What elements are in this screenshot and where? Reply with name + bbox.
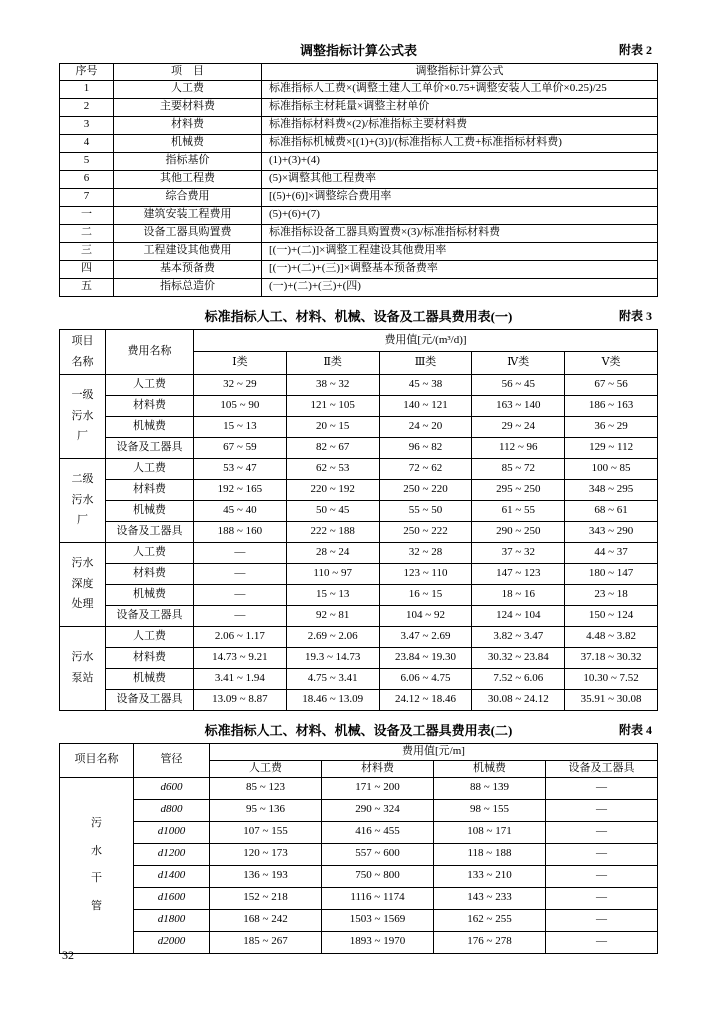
project-group-label: 污水泵站 — [71, 651, 94, 685]
project-group-cell — [60, 542, 106, 626]
value-cell: 150 ~ 124 — [565, 605, 658, 626]
table-row — [60, 80, 658, 98]
project-group-cell — [60, 626, 106, 710]
seq-cell: 6 — [60, 170, 114, 188]
value-cell: 110 ~ 97 — [286, 563, 379, 584]
table-row — [60, 931, 658, 953]
table-row — [60, 542, 658, 563]
value-cell: 32 ~ 29 — [194, 374, 287, 395]
item-cell: 材料费 — [114, 116, 262, 134]
value-cell: 28 ~ 24 — [286, 542, 379, 563]
table-row — [60, 395, 658, 416]
fee-name-cell: 设备及工器具 — [106, 521, 194, 542]
col-class-3: Ⅲ类 — [379, 352, 472, 374]
value-cell: 20 ~ 15 — [286, 416, 379, 437]
table-row — [60, 416, 658, 437]
value-cell: 220 ~ 192 — [286, 479, 379, 500]
table-row — [60, 98, 658, 116]
project-group-cell — [60, 374, 106, 458]
value-cell: 3.47 ~ 2.69 — [379, 626, 472, 647]
value-cell: 6.06 ~ 4.75 — [379, 668, 472, 689]
table-row — [60, 689, 658, 710]
value-cell: 88 ~ 139 — [434, 777, 546, 799]
value-cell: 290 ~ 324 — [322, 799, 434, 821]
diameter-cell: d1200 — [134, 843, 210, 865]
value-cell: 1116 ~ 1174 — [322, 887, 434, 909]
col-class-5: Ⅴ类 — [565, 352, 658, 374]
value-cell: 13.09 ~ 8.87 — [194, 689, 287, 710]
seq-cell: 四 — [60, 260, 114, 278]
formula-table-header-row — [60, 64, 658, 81]
table-row — [60, 260, 658, 278]
value-cell: 123 ~ 110 — [379, 563, 472, 584]
table-row — [60, 563, 658, 584]
table1-annex-label: 附表 2 — [618, 43, 652, 57]
project-group-label: 二级污水厂 — [71, 472, 94, 527]
item-cell: 指标基价 — [114, 152, 262, 170]
seq-cell: 7 — [60, 188, 114, 206]
value-cell: 143 ~ 233 — [434, 887, 546, 909]
value-cell: 45 ~ 40 — [194, 500, 287, 521]
seq-cell: 一 — [60, 206, 114, 224]
fee-name-cell: 设备及工器具 — [106, 605, 194, 626]
value-cell: 108 ~ 171 — [434, 821, 546, 843]
cost2-header-row-1 — [60, 743, 658, 760]
table-row — [60, 134, 658, 152]
fee-name-cell: 人工费 — [106, 458, 194, 479]
table-row — [60, 188, 658, 206]
value-cell: 53 ~ 47 — [194, 458, 287, 479]
value-cell: 7.52 ~ 6.06 — [472, 668, 565, 689]
value-cell: 750 ~ 800 — [322, 865, 434, 887]
table2-annex-label: 附表 3 — [618, 308, 652, 323]
table-row — [60, 242, 658, 260]
value-cell: 118 ~ 188 — [434, 843, 546, 865]
value-cell: — — [546, 931, 658, 953]
diameter-cell: d1800 — [134, 909, 210, 931]
col-material-fee: 材料费 — [322, 760, 434, 777]
value-cell: 55 ~ 50 — [379, 500, 472, 521]
col-item: 项 目 — [114, 64, 262, 81]
value-cell: 92 ~ 81 — [286, 605, 379, 626]
value-cell: 222 ~ 188 — [286, 521, 379, 542]
value-cell: 98 ~ 155 — [434, 799, 546, 821]
table-row — [60, 458, 658, 479]
value-cell: 140 ~ 121 — [379, 395, 472, 416]
value-cell: — — [194, 563, 287, 584]
value-cell: 24.12 ~ 18.46 — [379, 689, 472, 710]
value-cell: 82 ~ 67 — [286, 437, 379, 458]
table1-caption — [59, 42, 658, 59]
value-cell: 37 ~ 32 — [472, 542, 565, 563]
diameter-cell: d1600 — [134, 887, 210, 909]
value-cell: 45 ~ 38 — [379, 374, 472, 395]
diameter-cell: d1400 — [134, 865, 210, 887]
value-cell: 29 ~ 24 — [472, 416, 565, 437]
value-cell: 18 ~ 16 — [472, 584, 565, 605]
formula-cell: (5)+(6)+(7) — [262, 206, 658, 224]
fee-name-cell: 设备及工器具 — [106, 437, 194, 458]
value-cell: 16 ~ 15 — [379, 584, 472, 605]
value-cell: 56 ~ 45 — [472, 374, 565, 395]
formula-cell: [(一)+(二)+(三)]×调整基本预备费率 — [262, 260, 658, 278]
formula-cell: 标准指标设备工器具购置费×(3)/标准指标材料费 — [262, 224, 658, 242]
fee-name-cell: 人工费 — [106, 374, 194, 395]
value-cell: 15 ~ 13 — [194, 416, 287, 437]
value-cell: 2.69 ~ 2.06 — [286, 626, 379, 647]
seq-cell: 三 — [60, 242, 114, 260]
value-cell: — — [546, 865, 658, 887]
value-cell: 19.3 ~ 14.73 — [286, 647, 379, 668]
value-cell: 171 ~ 200 — [322, 777, 434, 799]
value-cell: 176 ~ 278 — [434, 931, 546, 953]
col-formula: 调整指标计算公式 — [262, 64, 658, 81]
fee-name-cell: 设备及工器具 — [106, 689, 194, 710]
cost-table-one — [59, 329, 658, 711]
value-cell: 152 ~ 218 — [210, 887, 322, 909]
value-cell: 67 ~ 59 — [194, 437, 287, 458]
table-row — [60, 605, 658, 626]
project-group-label: 一级污水厂 — [71, 388, 94, 443]
value-cell: 23 ~ 18 — [565, 584, 658, 605]
formula-cell: [(5)+(6)]×调整综合费用率 — [262, 188, 658, 206]
value-cell: 30.08 ~ 24.12 — [472, 689, 565, 710]
diameter-cell: d1000 — [134, 821, 210, 843]
value-cell: 85 ~ 72 — [472, 458, 565, 479]
value-cell: 2.06 ~ 1.17 — [194, 626, 287, 647]
value-cell: 147 ~ 123 — [472, 563, 565, 584]
table-row — [60, 647, 658, 668]
fee-name-cell: 材料费 — [106, 479, 194, 500]
value-cell: — — [546, 887, 658, 909]
table1-title: 调整指标计算公式表 — [299, 43, 417, 58]
col-labor-fee: 人工费 — [210, 760, 322, 777]
formula-cell: 标准指标人工费×(调整土建人工单价×0.75+调整安装人工单价×0.25)/25 — [262, 80, 658, 98]
value-cell: 162 ~ 255 — [434, 909, 546, 931]
fee-name-cell: 机械费 — [106, 500, 194, 521]
value-cell: 100 ~ 85 — [565, 458, 658, 479]
col-fee-name: 费用名称 — [106, 329, 194, 374]
value-cell: — — [194, 605, 287, 626]
page-content — [59, 42, 658, 954]
value-cell: 104 ~ 92 — [379, 605, 472, 626]
table2-title: 标准指标人工、材料、机械、设备及工器具费用表(一) — [204, 308, 513, 324]
value-cell: — — [194, 542, 287, 563]
value-cell: — — [546, 843, 658, 865]
value-cell: 18.46 ~ 13.09 — [286, 689, 379, 710]
value-cell: 186 ~ 163 — [565, 395, 658, 416]
value-cell: 250 ~ 222 — [379, 521, 472, 542]
table-row — [60, 278, 658, 296]
value-cell: 36 ~ 29 — [565, 416, 658, 437]
fee-name-cell: 机械费 — [106, 416, 194, 437]
seq-cell: 二 — [60, 224, 114, 242]
cost-table-two — [59, 743, 658, 954]
seq-cell: 2 — [60, 98, 114, 116]
seq-cell: 1 — [60, 80, 114, 98]
value-cell: 30.32 ~ 23.84 — [472, 647, 565, 668]
table-row — [60, 374, 658, 395]
item-cell: 基本预备费 — [114, 260, 262, 278]
value-cell: 85 ~ 123 — [210, 777, 322, 799]
fee-name-cell: 材料费 — [106, 395, 194, 416]
item-cell: 工程建设其他费用 — [114, 242, 262, 260]
value-cell: 188 ~ 160 — [194, 521, 287, 542]
item-cell: 指标总造价 — [114, 278, 262, 296]
value-cell: 10.30 ~ 7.52 — [565, 668, 658, 689]
col-seq: 序号 — [60, 64, 114, 81]
value-cell: 96 ~ 82 — [379, 437, 472, 458]
value-cell: 105 ~ 90 — [194, 395, 287, 416]
table3-title: 标准指标人工、材料、机械、设备及工器具费用表(二) — [204, 722, 513, 738]
table-row — [60, 821, 658, 843]
fee-name-cell: 材料费 — [106, 563, 194, 584]
value-cell: 192 ~ 165 — [194, 479, 287, 500]
table3-caption — [59, 722, 658, 739]
cost1-header-row-1 — [60, 329, 658, 351]
fee-name-cell: 机械费 — [106, 584, 194, 605]
col-class-4: Ⅳ类 — [472, 352, 565, 374]
value-cell: 121 ~ 105 — [286, 395, 379, 416]
col-pipe-diameter: 管径 — [134, 743, 210, 777]
formula-cell: (1)+(3)+(4) — [262, 152, 658, 170]
fee-name-cell: 人工费 — [106, 542, 194, 563]
value-cell: 38 ~ 32 — [286, 374, 379, 395]
formula-cell: (一)+(二)+(三)+(四) — [262, 278, 658, 296]
col-equipment-fee: 设备及工器具 — [546, 760, 658, 777]
seq-cell: 五 — [60, 278, 114, 296]
formula-cell: 标准指标主材耗量×调整主材单价 — [262, 98, 658, 116]
value-cell: 348 ~ 295 — [565, 479, 658, 500]
table-row — [60, 206, 658, 224]
table-row — [60, 843, 658, 865]
project-group-cell — [60, 458, 106, 542]
value-cell: 185 ~ 267 — [210, 931, 322, 953]
value-cell: 163 ~ 140 — [472, 395, 565, 416]
table3-annex-label: 附表 4 — [618, 722, 652, 737]
value-cell: 44 ~ 37 — [565, 542, 658, 563]
value-cell: 24 ~ 20 — [379, 416, 472, 437]
table-row — [60, 865, 658, 887]
value-cell: 180 ~ 147 — [565, 563, 658, 584]
value-cell: 1503 ~ 1569 — [322, 909, 434, 931]
value-cell: 95 ~ 136 — [210, 799, 322, 821]
value-cell: 23.84 ~ 19.30 — [379, 647, 472, 668]
table-row — [60, 668, 658, 689]
seq-cell: 5 — [60, 152, 114, 170]
table-row — [60, 152, 658, 170]
value-cell: 129 ~ 112 — [565, 437, 658, 458]
seq-cell: 3 — [60, 116, 114, 134]
value-cell: 136 ~ 193 — [210, 865, 322, 887]
table-row — [60, 479, 658, 500]
value-cell: 4.48 ~ 3.82 — [565, 626, 658, 647]
item-cell: 建筑安装工程费用 — [114, 206, 262, 224]
table2-caption — [59, 308, 658, 325]
value-cell: 250 ~ 220 — [379, 479, 472, 500]
diameter-cell: d2000 — [134, 931, 210, 953]
value-cell: 62 ~ 53 — [286, 458, 379, 479]
value-cell: 14.73 ~ 9.21 — [194, 647, 287, 668]
formula-cell: 标准指标机械费×[(1)+(3)]/(标准指标人工费+标准指标材料费) — [262, 134, 658, 152]
table-row — [60, 799, 658, 821]
col-class-1: Ⅰ类 — [194, 352, 287, 374]
table-row — [60, 521, 658, 542]
value-cell: — — [546, 777, 658, 799]
table-row — [60, 909, 658, 931]
value-cell: — — [194, 584, 287, 605]
project-group-label: 污水深度处理 — [71, 556, 94, 611]
col-fee-value-unit: 费用值[元/(m³/d)] — [194, 329, 658, 351]
formula-table — [59, 63, 658, 297]
value-cell: 557 ~ 600 — [322, 843, 434, 865]
value-cell: 168 ~ 242 — [210, 909, 322, 931]
value-cell: — — [546, 909, 658, 931]
table-row — [60, 887, 658, 909]
formula-cell: [(一)+(二)]×调整工程建设其他费用率 — [262, 242, 658, 260]
item-cell: 综合费用 — [114, 188, 262, 206]
value-cell: 1893 ~ 1970 — [322, 931, 434, 953]
value-cell: 50 ~ 45 — [286, 500, 379, 521]
value-cell: — — [546, 799, 658, 821]
formula-cell: 标准指标材料费×(2)/标准指标主要材料费 — [262, 116, 658, 134]
table-row — [60, 224, 658, 242]
formula-cell: (5)×调整其他工程费率 — [262, 170, 658, 188]
value-cell: 112 ~ 96 — [472, 437, 565, 458]
fee-name-cell: 机械费 — [106, 668, 194, 689]
table-row — [60, 626, 658, 647]
col-project-name — [60, 329, 106, 374]
item-cell: 主要材料费 — [114, 98, 262, 116]
value-cell: 37.18 ~ 30.32 — [565, 647, 658, 668]
value-cell: 61 ~ 55 — [472, 500, 565, 521]
col-machinery-fee: 机械费 — [434, 760, 546, 777]
value-cell: 133 ~ 210 — [434, 865, 546, 887]
value-cell: 295 ~ 250 — [472, 479, 565, 500]
fee-name-cell: 材料费 — [106, 647, 194, 668]
value-cell: 15 ~ 13 — [286, 584, 379, 605]
project-group-label: 污水干管 — [91, 817, 102, 912]
value-cell: 124 ~ 104 — [472, 605, 565, 626]
value-cell: 72 ~ 62 — [379, 458, 472, 479]
table-row — [60, 170, 658, 188]
table-row — [60, 777, 658, 799]
value-cell: 290 ~ 250 — [472, 521, 565, 542]
table-row — [60, 116, 658, 134]
col-fee-value-unit: 费用值[元/m] — [210, 743, 658, 760]
table-row — [60, 500, 658, 521]
value-cell: 3.82 ~ 3.47 — [472, 626, 565, 647]
value-cell: 67 ~ 56 — [565, 374, 658, 395]
value-cell: 107 ~ 155 — [210, 821, 322, 843]
item-cell: 设备工器具购置费 — [114, 224, 262, 242]
diameter-cell: d600 — [134, 777, 210, 799]
col-class-2: Ⅱ类 — [286, 352, 379, 374]
value-cell: 32 ~ 28 — [379, 542, 472, 563]
value-cell: 343 ~ 290 — [565, 521, 658, 542]
value-cell: 35.91 ~ 30.08 — [565, 689, 658, 710]
value-cell: 4.75 ~ 3.41 — [286, 668, 379, 689]
value-cell: 120 ~ 173 — [210, 843, 322, 865]
fee-name-cell: 人工费 — [106, 626, 194, 647]
table-row — [60, 437, 658, 458]
seq-cell: 4 — [60, 134, 114, 152]
col-project-name-label: 项目名称 — [71, 334, 94, 368]
item-cell: 机械费 — [114, 134, 262, 152]
diameter-cell: d800 — [134, 799, 210, 821]
value-cell: 3.41 ~ 1.94 — [194, 668, 287, 689]
value-cell: — — [546, 821, 658, 843]
col-project-name: 项目名称 — [60, 743, 134, 777]
table-row — [60, 584, 658, 605]
item-cell: 其他工程费 — [114, 170, 262, 188]
value-cell: 68 ~ 61 — [565, 500, 658, 521]
project-group-cell — [60, 777, 134, 953]
page-number: 32 — [62, 948, 74, 962]
value-cell: 416 ~ 455 — [322, 821, 434, 843]
item-cell: 人工费 — [114, 80, 262, 98]
